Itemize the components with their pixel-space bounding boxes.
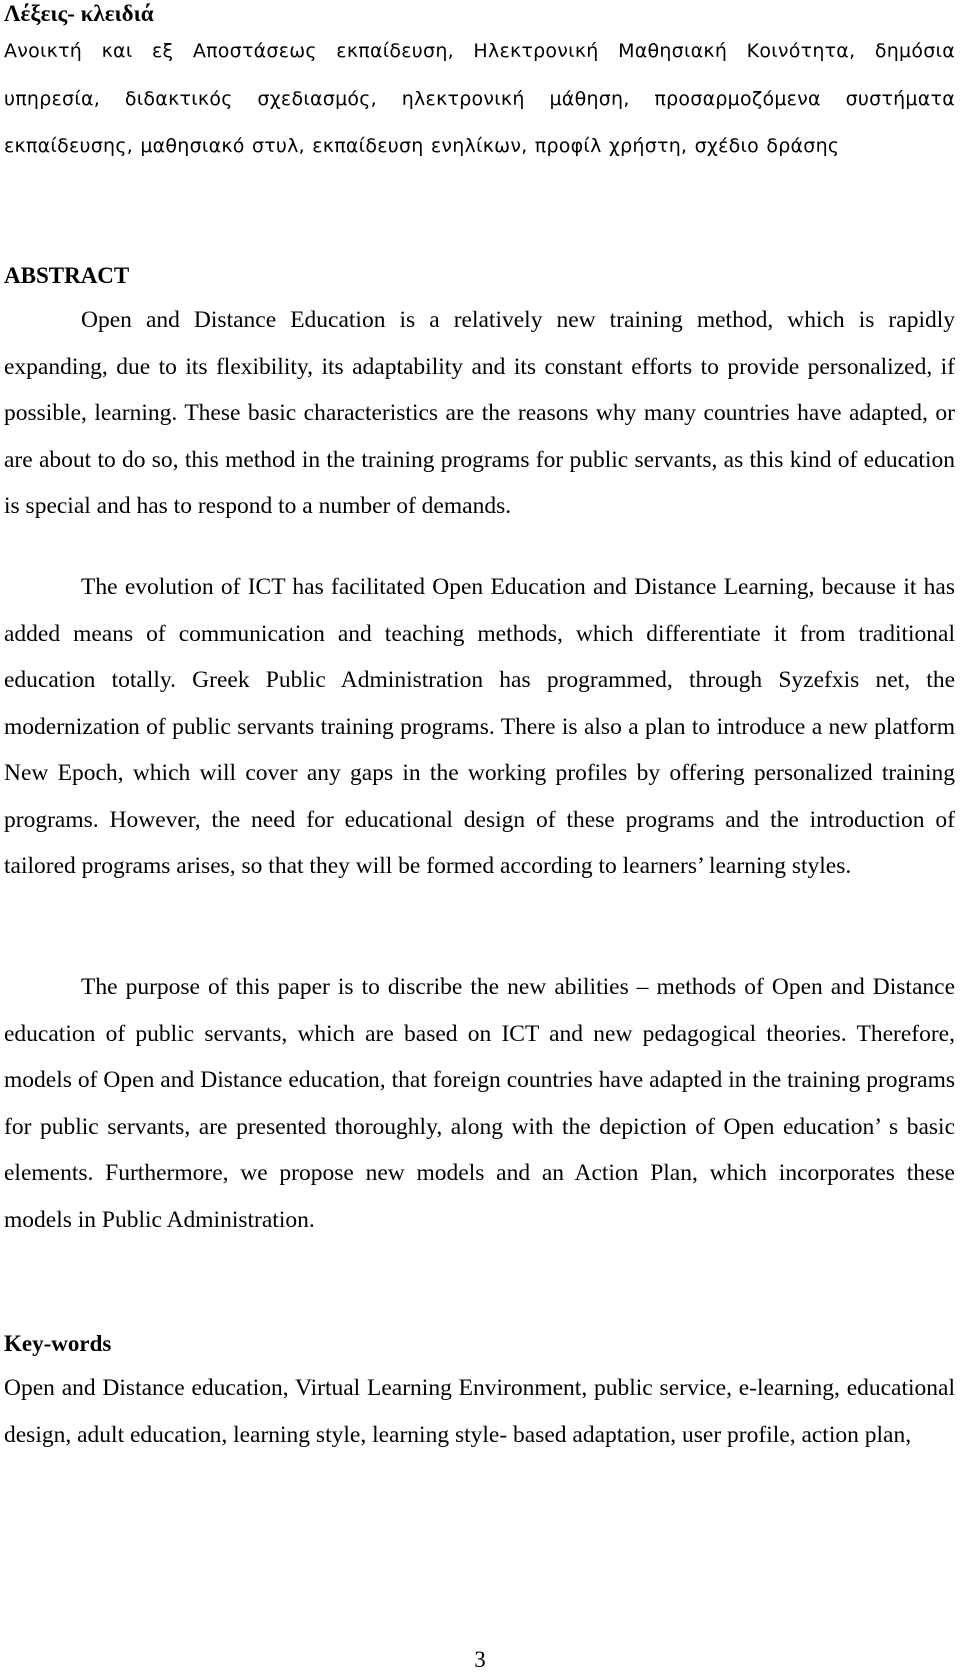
keywords-heading: Key-words — [4, 1331, 112, 1356]
abstract-heading: ABSTRACT — [4, 263, 130, 288]
abstract-paragraph-1: Open and Distance Education is a relatively new training method, which is rapidly expanding, due to its flexibility, its adaptability and its constant efforts to provide personalized, if possible, learning. These basic characteristics are the reasons why many countries have adapted, or are about to do so, this method in the training programs for public servants, as this kind of education is special and has to respond to a number of demands. — [4, 307, 955, 519]
keywords-text: Open and Distance education, Virtual Learning Environment, public service, e-learning, educational design, adult education, learning style, learning style- based adaptation, user profile, action plan, — [4, 1375, 955, 1448]
abstract-paragraph-2: The evolution of ICT has facilitated Open Education and Distance Learning, because it has added means of communication and teaching methods, which differentiate it from traditional education totally. Greek Public Administration has programmed, through Syzefxis net, the modernization of public servants training programs. There is also a plan to introduce a new platform New Epoch, which will cover any gaps in the working profiles by offering personalized training programs. However, the need for educational design of these programs and the introduction of tailored programs arises, so that they will be formed according to learners’ learning styles. — [4, 574, 955, 879]
abstract-paragraph-3: The purpose of this paper is to discribe the new abilities – methods of Open and Distance education of public servants, which are based on ICT and new pedagogical theories. Therefore, models of Open and Distance education, that foreign countries have adapted in the training programs for public servants, are presented thoroughly, along with the depiction of Open education’ s basic elements. Furthermore, we propose new models and an Action Plan, which incorporates these models in Public Administration. — [4, 974, 955, 1233]
page-number: 3 — [474, 1647, 486, 1672]
greek-keywords-text: Ανοικτή και εξ Αποστάσεως εκπαίδευση, Ηλεκτρονική Μαθησιακή Κοινότητα, δημόσια υπηρεσία, διδακτικός σχεδιασμός, ηλεκτρονική μάθηση, προσαρμοζόμενα συστήματα εκπαίδευσης, μαθησιακό στυλ, εκπαίδευση ενηλίκων, προφίλ χρήστη, σχέδιο δράσης — [4, 40, 955, 157]
greek-keywords-heading: Λέξεις- κλειδιά — [4, 1, 154, 26]
